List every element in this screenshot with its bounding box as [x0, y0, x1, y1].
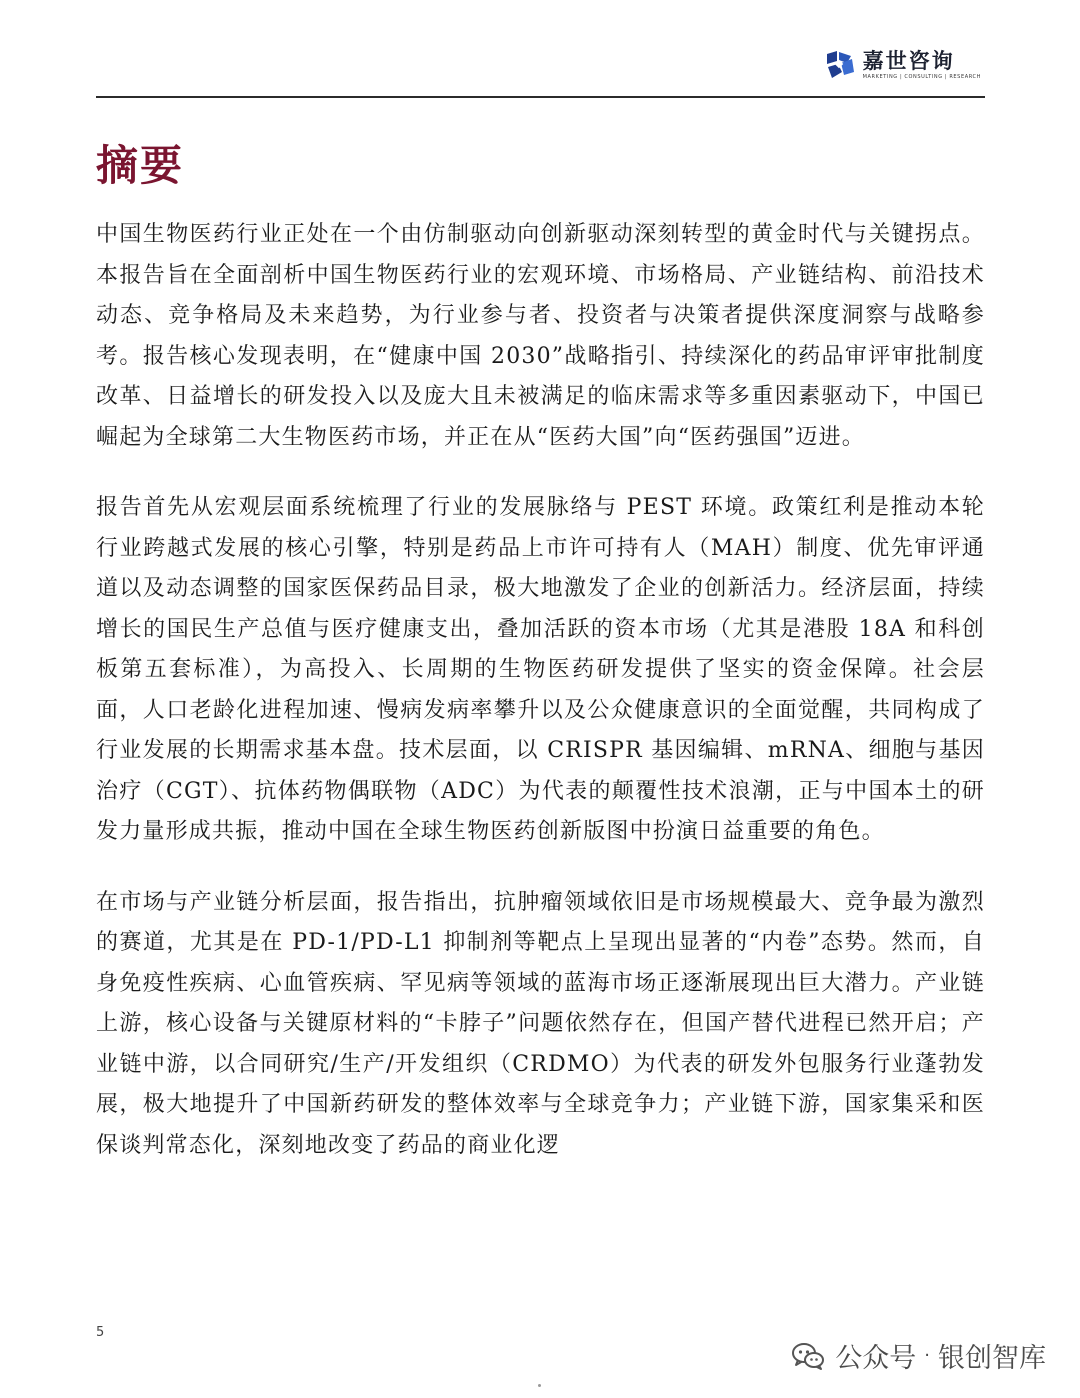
wechat-watermark: [791, 1336, 1046, 1375]
brand-tagline: MARKETING | CONSULTING | RESEARCH: [862, 74, 981, 80]
bottom-dot: [538, 1384, 541, 1387]
page-header: [96, 40, 985, 98]
watermark-separator: ·: [924, 1345, 930, 1366]
paragraph-3: 在市场与产业链分析层面，报告指出，抗肿瘤领域依旧是市场规模最大、竞争最为激烈的赛道，尤其是在 PD-1/PD-L1 抑制剂等靶点上呈现出显著的“内卷”态势。然而，自身免疫性疾病、心血管疾病、罕见病等领域的蓝海市场正逐渐展现出巨大潜力。产业链上游，核心设备与关键原材料的“卡脖子”问题依然存在，但国产替代进程已然开启；产业链中游，以合同研究/生产/开发组织（CRDMO）为代表的研发外包服务行业蓬勃发展，极大地提升了中国新药研发的整体效率与全球竞争力；产业链下游，国家集采和医保谈判常态化，深刻地改变了药品的商业化逻: [96, 889, 985, 1158]
summary-body: [96, 215, 985, 1196]
brand-name: 嘉世咨询: [862, 49, 955, 73]
brand: [823, 48, 981, 82]
wechat-icon: [791, 1341, 825, 1371]
page-title: 摘要: [96, 141, 185, 190]
watermark-account: 银创智库: [938, 1343, 1046, 1374]
paragraph-1: 中国生物医药行业正处在一个由仿制驱动向创新驱动深刻转型的黄金时代与关键拐点。本报告旨在全面剖析中国生物医药行业的宏观环境、市场格局、产业链结构、前沿技术动态、竞争格局及未来趋势，为行业参与者、投资者与决策者提供深度洞察与战略参考。报告核心发现表明，在“健康中国 2030”战略指引、持续深化的药品审评审批制度改革、日益增长的研发投入以及庞大且未被满足的临床需求等多重因素驱动下，中国已崛起为全球第二大生物医药市场，并正在从“医药大国”向“医药强国”迈进。: [96, 222, 985, 450]
page-number: 5: [96, 1325, 105, 1340]
brand-logo-icon: [823, 48, 857, 82]
paragraph-2: 报告首先从宏观层面系统梳理了行业的发展脉络与 PEST 环境。政策红利是推动本轮行业跨越式发展的核心引擎，特别是药品上市许可持有人（MAH）制度、优先审评通道以及动态调整的国家医保药品目录，极大地激发了企业的创新活力。经济层面，持续增长的国民生产总值与医疗健康支出，叠加活跃的资本市场（尤其是港股 18A 和科创板第五套标准），为高投入、长周期的生物医药研发提供了坚实的资金保障。社会层面，人口老龄化进程加速、慢病发病率攀升以及公众健康意识的全面觉醒，共同构成了行业发展的长期需求基本盘。技术层面，以 CRISPR 基因编辑、mRNA、细胞与基因治疗（CGT）、抗体药物偶联物（ADC）为代表的颠覆性技术浪潮，正与中国本土的研发力量形成共振，推动中国在全球生物医药创新版图中扮演日益重要的角色。: [96, 495, 985, 844]
watermark-label: 公众号: [835, 1343, 917, 1374]
